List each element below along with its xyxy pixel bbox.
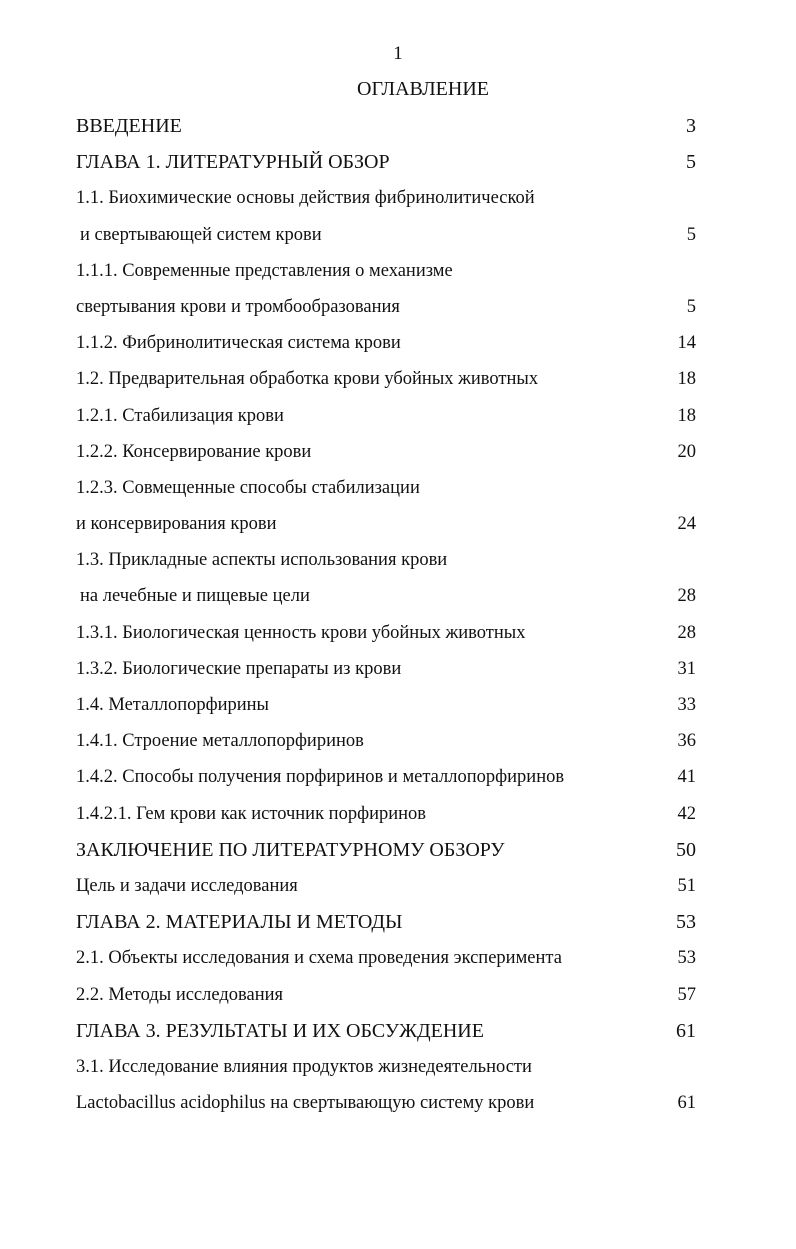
toc-entry-page: 41 <box>677 767 696 788</box>
table-of-contents <box>76 108 696 1121</box>
toc-entry <box>76 361 696 397</box>
toc-entry-page: 51 <box>677 875 696 896</box>
toc-entry-page: 28 <box>677 622 696 643</box>
toc-entry <box>76 325 696 361</box>
toc-entry-text: 1.4.1. Строение металлопорфиринов <box>76 731 364 752</box>
toc-entry <box>76 398 696 434</box>
toc-entry <box>76 1049 696 1085</box>
toc-entry-page: 24 <box>677 514 696 535</box>
toc-entry-text: 1.2.1. Стабилизация крови <box>76 405 284 426</box>
toc-entry <box>76 470 696 506</box>
toc-entry <box>76 180 696 216</box>
toc-entry-text: 1.4.2.1. Гем крови как источник порфиринов <box>76 803 427 824</box>
toc-entry-text: 1.3.2. Биологические препараты из крови <box>76 658 402 679</box>
toc-entry-page: 3 <box>686 115 696 137</box>
toc-entry-text: ГЛАВА 3. РЕЗУЛЬТАТЫ И ИХ ОБСУЖДЕНИЕ <box>76 1019 484 1042</box>
toc-entry-page: 18 <box>677 405 696 426</box>
toc-entry <box>76 144 696 180</box>
toc-entry-text: 1.3.1. Биологическая ценность крови убойных животных <box>76 622 526 643</box>
toc-entry <box>76 542 696 578</box>
toc-entry <box>76 217 696 253</box>
toc-entry-page: 36 <box>677 731 696 752</box>
toc-entry <box>76 578 696 614</box>
toc-entry <box>76 434 696 470</box>
page-number: 1 <box>393 43 403 64</box>
toc-entry-page: 28 <box>677 586 696 607</box>
toc-entry-page: 14 <box>677 333 696 354</box>
toc-entry-page: 61 <box>677 1093 696 1114</box>
toc-entry-text: 1.4.2. Способы получения порфиринов и металлопорфиринов <box>76 767 565 788</box>
toc-entry-page: 18 <box>677 369 696 390</box>
toc-entry <box>76 940 696 976</box>
toc-entry <box>76 1085 696 1121</box>
toc-entry-page: 53 <box>677 948 696 969</box>
toc-entry <box>76 289 696 325</box>
toc-entry-page: 5 <box>686 151 696 174</box>
toc-entry <box>76 832 696 868</box>
toc-entry-text: 1.4. Металлопорфирины <box>76 695 269 715</box>
toc-entry <box>76 1013 696 1049</box>
toc-entry-text: и свертывающей систем крови <box>80 224 322 245</box>
toc-entry-text: 1.2.3. Совмещенные способы стабилизации <box>76 477 420 498</box>
toc-entry <box>76 904 696 940</box>
toc-entry-text: 2.1. Объекты исследования и схема проведения эксперимента <box>76 948 562 969</box>
toc-entry-page: 53 <box>676 911 696 934</box>
toc-entry-text: 1.1.2. Фибринолитическая система крови <box>76 333 401 354</box>
toc-entry <box>76 651 696 687</box>
toc-entry <box>76 687 696 723</box>
toc-entry-text: 1.2.2. Консервирование крови <box>76 441 312 462</box>
toc-entry-page: 42 <box>677 803 696 824</box>
toc-entry-text: на лечебные и пищевые цели <box>80 586 310 607</box>
toc-entry-page: 5 <box>686 296 696 317</box>
toc-entry-text: 3.1. Исследование влияния продуктов жизнедеятельности <box>76 1056 532 1077</box>
toc-entry-text: 2.2. Методы исследования <box>76 984 284 1005</box>
toc-entry <box>76 759 696 795</box>
toc-entry-page: 31 <box>677 658 696 679</box>
toc-entry-text: 1.1. Биохимические основы действия фибринолитической <box>76 188 535 209</box>
toc-entry-page: 50 <box>676 838 696 861</box>
toc-entry <box>76 108 696 144</box>
toc-entry <box>76 506 696 542</box>
toc-entry-text: Lactobacillus acidophilus на свертывающую систему крови <box>76 1093 535 1114</box>
toc-entry-page: 5 <box>686 224 696 245</box>
toc-entry-text: свертывания крови и тромбообразования <box>76 296 400 317</box>
toc-entry-text: 1.1.1. Современные представления о механизме <box>76 260 453 281</box>
toc-entry-text: ГЛАВА 1. ЛИТЕРАТУРНЫЙ ОБЗОР <box>76 151 390 174</box>
toc-entry-text: Цель и задачи исследования <box>76 875 298 896</box>
toc-entry-text: и консервирования крови <box>76 514 277 535</box>
toc-entry <box>76 977 696 1013</box>
toc-title: ОГЛАВЛЕНИЕ <box>357 78 489 100</box>
toc-entry-text: ВВЕДЕНИЕ <box>76 115 182 137</box>
toc-entry-page: 61 <box>676 1019 696 1042</box>
toc-entry <box>76 796 696 832</box>
toc-entry-text: ЗАКЛЮЧЕНИЕ ПО ЛИТЕРАТУРНОМУ ОБЗОРУ <box>76 838 505 861</box>
toc-entry <box>76 615 696 651</box>
toc-entry <box>76 253 696 289</box>
toc-entry-text: 1.2. Предварительная обработка крови убойных животных <box>76 369 539 390</box>
toc-entry-text: 1.3. Прикладные аспекты использования крови <box>76 550 448 571</box>
toc-entry-page: 20 <box>677 441 696 462</box>
toc-entry <box>76 868 696 904</box>
toc-entry-text: ГЛАВА 2. МАТЕРИАЛЫ И МЕТОДЫ <box>76 911 403 934</box>
toc-entry <box>76 723 696 759</box>
toc-entry-page: 33 <box>677 695 696 715</box>
toc-entry-page: 57 <box>677 984 696 1005</box>
